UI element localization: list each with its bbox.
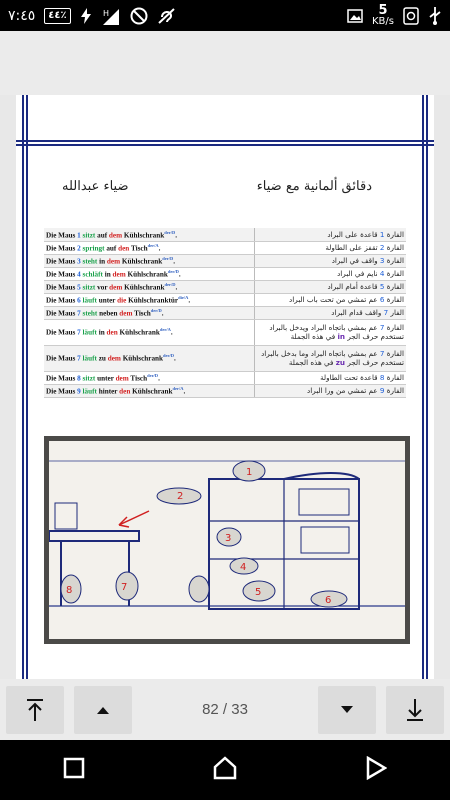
german-sentence: Die Maus 9 läuft hinter den Kühlschrank$^{der/A}$. xyxy=(44,384,254,397)
next-page-button[interactable] xyxy=(318,686,376,734)
drawing-label: 2 xyxy=(177,491,184,502)
drawing-label: 5 xyxy=(255,587,262,598)
table-row xyxy=(44,228,406,241)
caret-up-icon xyxy=(96,705,110,715)
drawing-label: 7 xyxy=(121,582,128,593)
table-row xyxy=(44,241,406,254)
arabic-translation: الفارة 7 عم بمشي باتجاه البراد ويدخل بالبراد تستخدم حرف الجر in في هذه الجملة xyxy=(254,319,406,345)
german-sentence: Die Maus 7 läuft in den Kühlschrank$^{der/A}$. xyxy=(44,319,254,345)
last-page-button[interactable] xyxy=(386,686,444,734)
caret-down-icon xyxy=(340,705,354,715)
do-not-disturb-icon xyxy=(130,7,148,25)
battery-indicator: ٤٤٪ xyxy=(44,8,70,24)
arabic-translation: الفارة 4 نايم في البراد xyxy=(254,267,406,280)
german-sentence: Die Maus 1 sitzt auf dem Kühlschrank$^{der/D}$. xyxy=(44,228,254,241)
mouse-sketch-image xyxy=(49,441,405,639)
drawing-label: 3 xyxy=(225,533,232,544)
german-sentence: Die Maus 2 springt auf den Tisch$^{der/A}$. xyxy=(44,241,254,254)
drawing-label: 8 xyxy=(66,585,73,596)
status-bar xyxy=(0,0,450,31)
table-row xyxy=(44,306,406,319)
svg-text:H: H xyxy=(102,8,109,18)
table-row xyxy=(44,254,406,267)
page-indicator: 82 / 33 xyxy=(202,701,248,718)
reader-bottom-toolbar xyxy=(0,679,450,740)
arabic-translation: الفارة 6 عم تمشي من تحت باب البراد xyxy=(254,293,406,306)
table-row xyxy=(44,280,406,293)
arabic-translation: الفار 7 واقف قدام البراد xyxy=(254,306,406,319)
play-back-icon xyxy=(365,756,387,780)
arabic-translation: الفارة 7 عم بمشي باتجاه البراد وما بدخل بالبراد تستخدم حرف الجر zu في هذه الجملة xyxy=(254,345,406,371)
network-speed: 5 KB/s xyxy=(372,2,394,27)
system-navigation-bar xyxy=(0,740,450,800)
arabic-translation: الفارة 9 عم تمشي من ورا البراد xyxy=(254,384,406,397)
reader-top-toolbar xyxy=(0,31,450,95)
mouse-fridge-drawing xyxy=(44,436,410,644)
table-row xyxy=(44,293,406,306)
document-title: دقائق ألمانية مع ضياء xyxy=(256,179,372,194)
arabic-translation: الفارة 3 واقف في البراد xyxy=(254,254,406,267)
german-sentence: Die Maus 8 sitzt unter dem Tisch$^{der/D}$. xyxy=(44,371,254,384)
arabic-translation: الفارة 1 قاعدة على البراد xyxy=(254,228,406,241)
app-notification-icon xyxy=(403,7,419,25)
document-page xyxy=(16,95,434,679)
previous-page-button[interactable] xyxy=(74,686,132,734)
german-sentence: Die Maus 3 steht in dem Kühlschrank$^{der/D}$. xyxy=(44,254,254,267)
frame-border-right xyxy=(422,95,428,679)
drawing-label: 6 xyxy=(325,595,332,606)
jump-to-bottom-icon xyxy=(405,698,425,722)
home-button[interactable] xyxy=(212,756,238,784)
table-row xyxy=(44,267,406,280)
table-row xyxy=(44,345,406,371)
german-sentence: Die Maus 4 schläft in dem Kühlschrank$^{der/D}$. xyxy=(44,267,254,280)
arabic-translation: الفارة 5 قاعدة أمام البراد xyxy=(254,280,406,293)
table-row xyxy=(44,384,406,397)
frame-border-left xyxy=(22,95,28,679)
table-row xyxy=(44,371,406,384)
drawing-label: 4 xyxy=(240,562,247,573)
recents-button[interactable] xyxy=(63,757,85,783)
signal-icon xyxy=(101,7,121,25)
drawing-label: 1 xyxy=(246,467,253,478)
usb-icon xyxy=(428,7,442,25)
image-notification-icon xyxy=(347,9,363,23)
hearing-aid-icon xyxy=(157,7,177,25)
frame-border-top xyxy=(16,140,434,146)
arabic-translation: الفارة 8 قاعدة تحت الطاولة xyxy=(254,371,406,384)
german-sentence: Die Maus 6 läuft unter die Kühlschranktür$^{die/A}$. xyxy=(44,293,254,306)
jump-to-top-icon xyxy=(25,698,45,722)
first-page-button[interactable] xyxy=(6,686,64,734)
charging-icon xyxy=(80,8,92,24)
back-button[interactable] xyxy=(365,756,387,784)
german-sentence: Die Maus 7 steht neben dem Tisch$^{der/D}$. xyxy=(44,306,254,319)
square-icon xyxy=(63,757,85,779)
home-icon xyxy=(212,756,238,780)
vocab-table xyxy=(44,228,406,398)
author-name: ضياء عبدالله xyxy=(62,179,129,194)
table-row xyxy=(44,319,406,345)
german-sentence: Die Maus 7 läuft zu dem Kühlschrank$^{der/D}$. xyxy=(44,345,254,371)
arabic-translation: الفارة 2 تقفز على الطاولة xyxy=(254,241,406,254)
clock: ٧:٤٥ xyxy=(8,7,36,24)
german-sentence: Die Maus 5 sitzt vor dem Kühlschrank$^{der/D}$. xyxy=(44,280,254,293)
